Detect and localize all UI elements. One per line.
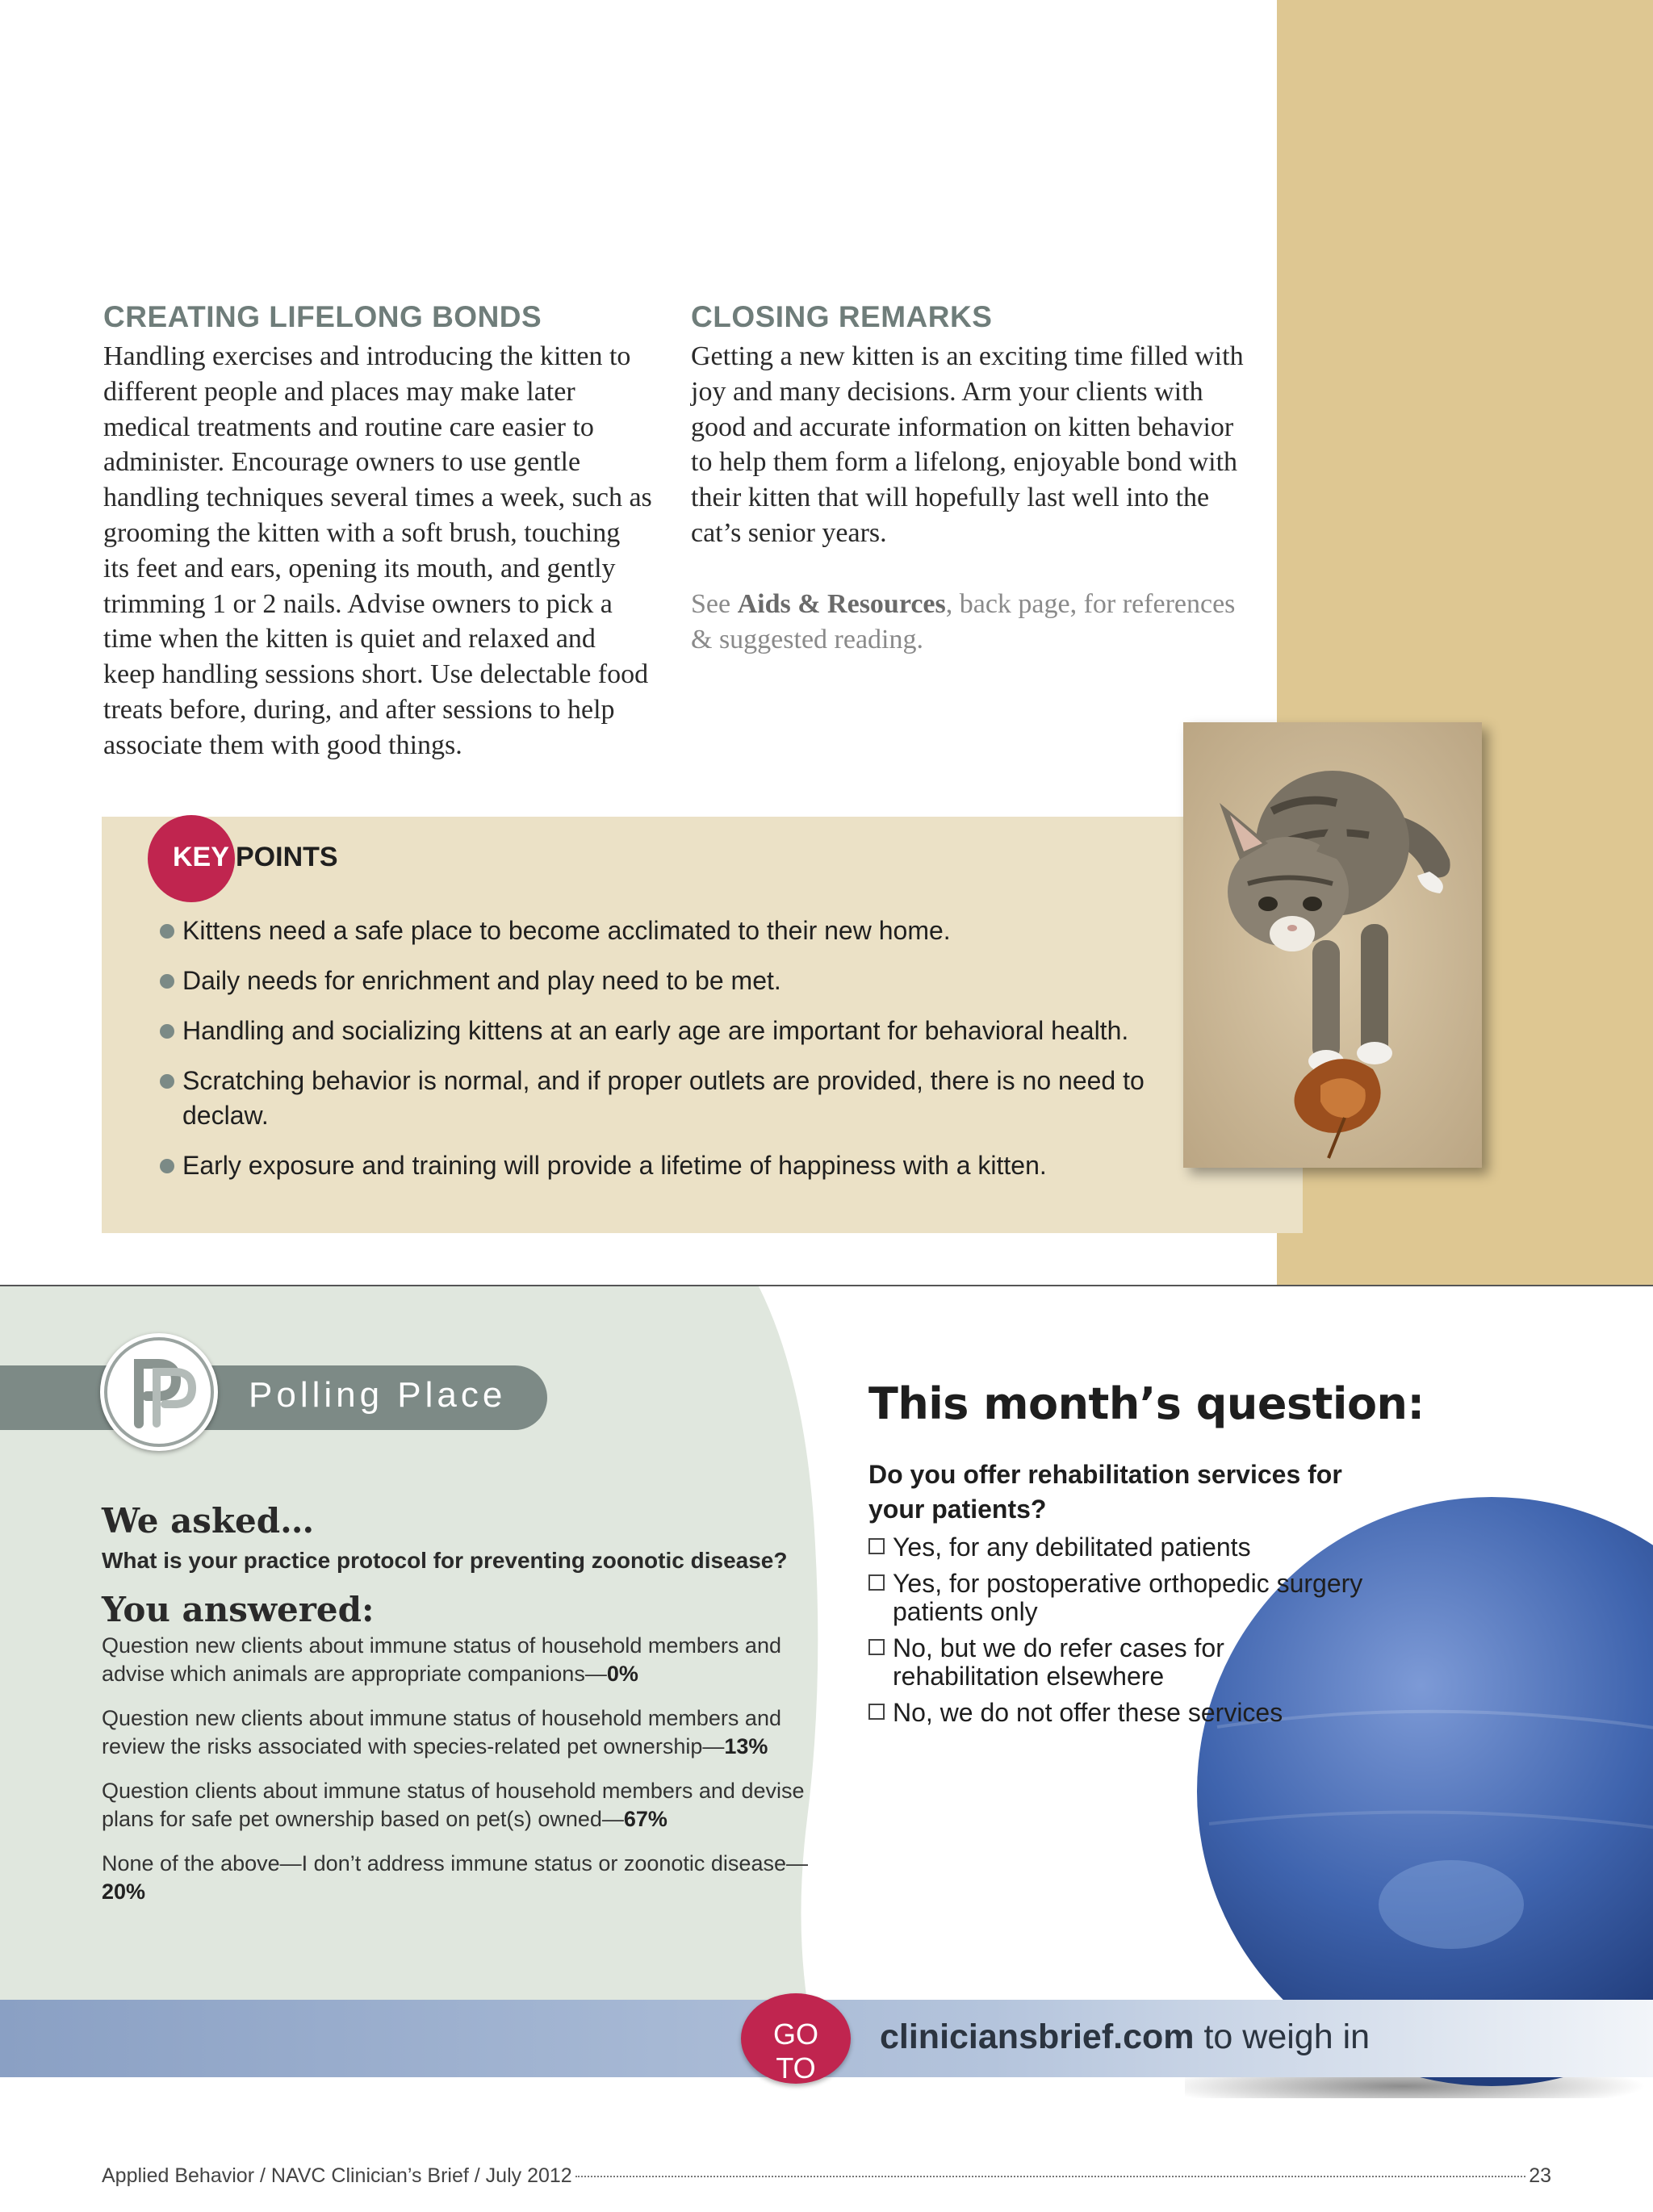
checkbox-icon bbox=[868, 1639, 885, 1655]
answer-percent: 67% bbox=[623, 1807, 667, 1831]
key-point-text: Kittens need a safe place to become acclimated to their new home. bbox=[182, 916, 951, 945]
answer-text: Question clients about immune status of household members and devise plans for safe pet ownership based on pet(s) owned— bbox=[102, 1779, 805, 1831]
key-point-text: Daily needs for enrichment and play need to be met. bbox=[182, 966, 781, 995]
poll-answer bbox=[102, 1632, 812, 1688]
option-label: No, but we do refer cases for rehabilitation elsewhere bbox=[893, 1633, 1224, 1691]
option-label: No, we do not offer these services bbox=[893, 1698, 1283, 1727]
bullet-icon bbox=[160, 924, 174, 939]
key-points-label-key: KEY bbox=[173, 842, 229, 872]
section-heading: CREATING LIFELONG BONDS bbox=[103, 300, 542, 333]
option-item bbox=[868, 1570, 1369, 1626]
bullet-icon bbox=[160, 1024, 174, 1039]
poll-answer bbox=[102, 1850, 812, 1906]
key-point-text: Scratching behavior is normal, and if proper outlets are provided, there is no need to declaw. bbox=[182, 1066, 1145, 1130]
section-closing-remarks bbox=[691, 300, 1248, 657]
see-suffix: , back page, for references & suggested reading. bbox=[691, 588, 1236, 654]
polling-place-logo-icon bbox=[100, 1333, 218, 1451]
poll-answer bbox=[102, 1777, 812, 1834]
option-label: Yes, for any debilitated patients bbox=[893, 1533, 1251, 1562]
we-asked-heading: We asked… bbox=[102, 1501, 315, 1541]
go-to-label: GO TO bbox=[772, 2018, 818, 2084]
footer-running-title: Applied Behavior / NAVC Clinician’s Brief / July 2012 bbox=[102, 2164, 572, 2187]
site-suffix: to weigh in bbox=[1194, 2018, 1371, 2056]
poll-answer bbox=[102, 1704, 812, 1761]
checkbox-icon bbox=[868, 1538, 885, 1554]
key-points-label-points: POINTS bbox=[236, 842, 338, 872]
section-body: Handling exercises and introducing the kitten to different people and places may make later medical treatments and routine care easier to administer. Encourage owners to use gentle handling techniques several times a week, such as grooming the kitten with a soft brush, touching its feet and ears, opening its mouth, and gently trimming 1 or 2 nails. Advise owners to pick a time when the kitten is quiet and relaxed and keep handling sessions short. Use delectable food treats before, during, and after sessions to help associate them with good things. bbox=[103, 341, 652, 760]
bullet-icon bbox=[160, 974, 174, 989]
answer-text: Question new clients about immune status of household members and review the risks associated with species-related pet ownership— bbox=[102, 1706, 781, 1758]
polling-place-title: Polling Place bbox=[249, 1375, 507, 1415]
see-resources-note bbox=[691, 587, 1248, 658]
option-item bbox=[868, 1533, 1369, 1562]
bullet-icon bbox=[160, 1074, 174, 1089]
aids-resources-ref: Aids & Resources bbox=[737, 588, 946, 619]
key-point-item bbox=[158, 964, 1167, 998]
option-item bbox=[868, 1699, 1369, 1727]
month-question-title: This month’s question: bbox=[868, 1378, 1425, 1429]
month-question-text: Do you offer rehabilitation services for your patients? bbox=[868, 1460, 1342, 1524]
key-point-text: Early exposure and training will provide a lifetime of happiness with a kitten. bbox=[182, 1151, 1047, 1180]
you-answered-heading: You answered: bbox=[102, 1590, 375, 1629]
bullet-icon bbox=[160, 1159, 174, 1173]
section-creating-lifelong-bonds bbox=[103, 300, 652, 763]
key-points-list bbox=[158, 914, 1167, 1198]
kitten-illustration bbox=[1183, 722, 1482, 1168]
key-point-text: Handling and socializing kittens at an early age are important for behavioral health. bbox=[182, 1016, 1129, 1045]
checkbox-icon bbox=[868, 1574, 885, 1591]
answer-text: Question new clients about immune status of household members and advise which animals are appropriate companions— bbox=[102, 1633, 781, 1686]
site-name: cliniciansbrief.com bbox=[880, 2018, 1195, 2056]
option-label: Yes, for postoperative orthopedic surgery patients only bbox=[893, 1569, 1363, 1626]
pp-logo-icon bbox=[100, 1333, 218, 1451]
section-heading: CLOSING REMARKS bbox=[691, 300, 993, 333]
key-point-item bbox=[158, 1064, 1167, 1133]
month-question-options bbox=[868, 1533, 1369, 1735]
option-item bbox=[868, 1634, 1369, 1691]
kitten-photo bbox=[1183, 722, 1482, 1168]
answer-percent: 0% bbox=[606, 1662, 638, 1686]
section-body: Getting a new kitten is an exciting time filled with joy and many decisions. Arm your clients with good and accurate information on kitten behavior to help them form a lifelong, enjoyable bond with their kitten that will hopefully last well into the cat’s senior years. bbox=[691, 341, 1244, 548]
key-point-item bbox=[158, 1148, 1167, 1183]
key-point-item bbox=[158, 914, 1167, 948]
asked-question: What is your practice protocol for preventing zoonotic disease? bbox=[102, 1548, 788, 1573]
key-point-item bbox=[158, 1014, 1167, 1048]
footer-dot-leader bbox=[575, 2176, 1525, 2177]
weigh-in-link[interactable] bbox=[880, 2018, 1370, 2057]
page-number: 23 bbox=[1529, 2164, 1551, 2187]
page-footer bbox=[102, 2164, 1551, 2188]
answer-percent: 13% bbox=[724, 1734, 768, 1758]
checkbox-icon bbox=[868, 1704, 885, 1720]
see-prefix: See bbox=[691, 588, 738, 619]
poll-answers bbox=[102, 1632, 812, 1922]
answer-percent: 20% bbox=[102, 1880, 146, 1904]
answer-text: None of the above—I don’t address immune status or zoonotic disease— bbox=[102, 1851, 808, 1875]
